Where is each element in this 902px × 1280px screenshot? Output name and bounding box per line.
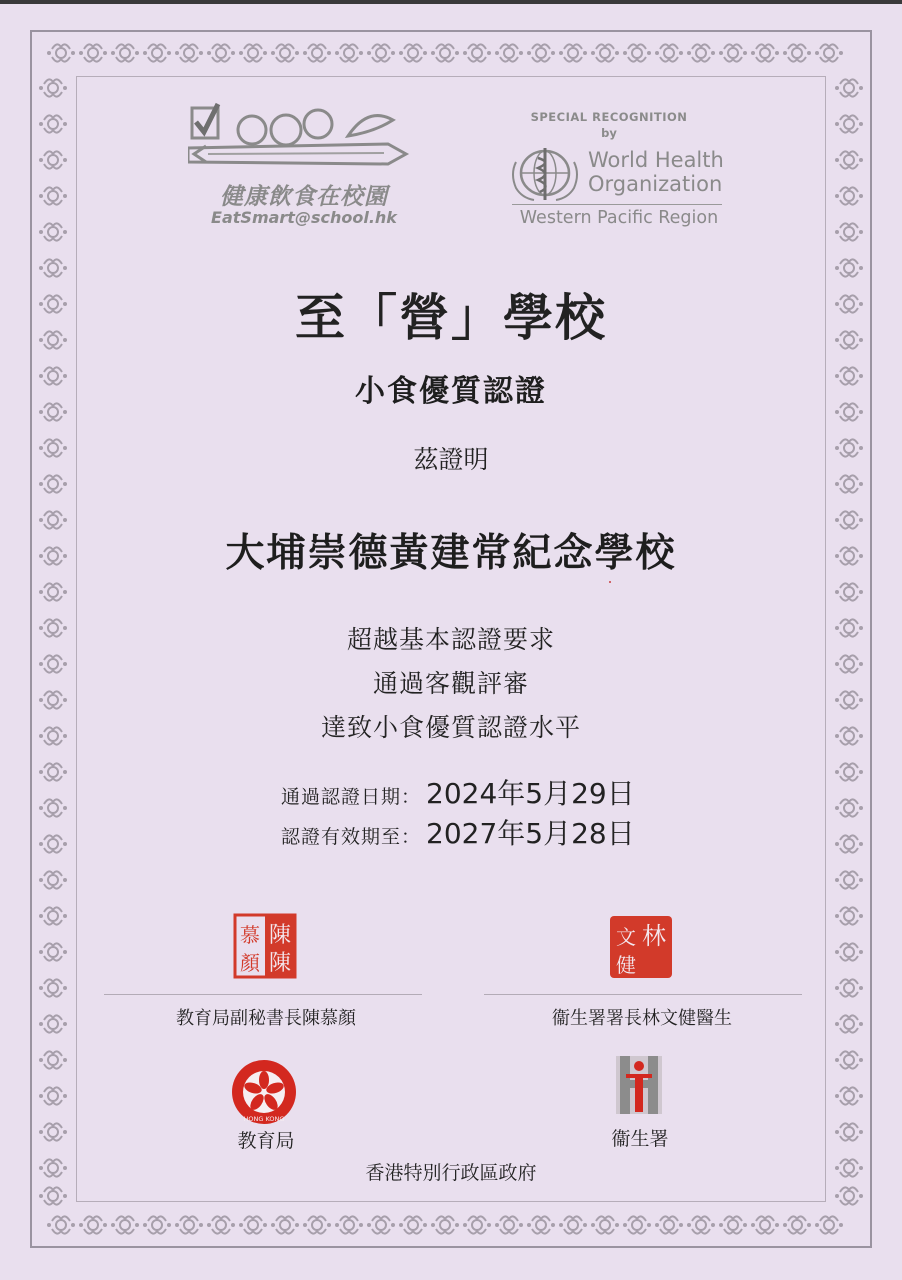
school-name: 大埔崇德黃建常紀念學校 [225, 531, 677, 576]
eatsmart-logo [188, 96, 418, 236]
department-of-health-icon [616, 1056, 662, 1114]
hksar-emblem-icon [230, 1058, 298, 1126]
left-signature-seal [232, 912, 298, 980]
svg-text:文: 文 [616, 925, 636, 949]
left-signatory-title: 教育局副秘書長陳慕顏 [176, 1008, 356, 1029]
eatsmart-url: EatSmart@school.hk [211, 208, 397, 227]
ink-dot [609, 581, 611, 583]
valid-until-row [256, 812, 676, 852]
valid-until-value: 2027年5月28日 [426, 817, 635, 850]
certify-text: 茲證明 [413, 445, 489, 474]
svg-text:陳: 陳 [268, 951, 292, 976]
right-signatory-title: 衞生署署長林文健醫生 [552, 1008, 732, 1029]
svg-text:林: 林 [642, 922, 666, 950]
svg-text:顏: 顏 [240, 951, 260, 975]
svg-text:健: 健 [616, 953, 636, 977]
valid-until-label: 認證有效期至： [280, 826, 421, 848]
who-special-recognition: SPECIAL RECOGNITION [530, 110, 688, 124]
svg-text:陳: 陳 [268, 923, 292, 948]
svg-text:慕: 慕 [240, 923, 260, 947]
pass-date-value: 2024年5月29日 [426, 777, 635, 810]
who-emblem-icon [508, 144, 582, 202]
who-region: Western Pacific Region [519, 208, 719, 228]
fruit-pencil-icon [188, 96, 418, 178]
svg-text:HONG KONG: HONG KONG [243, 1115, 285, 1123]
certificate-title: 至「營」學校 [295, 289, 607, 347]
left-signature-line [104, 994, 422, 995]
who-name-line2: Organization [588, 172, 723, 196]
who-organization-name [588, 148, 748, 196]
statement-line-2: 通過客觀評審 [372, 669, 529, 698]
who-logo [504, 106, 744, 236]
eatsmart-title: 健康飲食在校園 [220, 184, 388, 210]
right-signature-line [484, 994, 802, 995]
who-by: by [601, 126, 617, 140]
government-name: 香港特別行政區政府 [365, 1162, 537, 1184]
statement-line-3: 達致小食優質認證水平 [320, 713, 581, 742]
who-divider [512, 204, 722, 205]
pass-date-row [256, 772, 676, 812]
dh-name: 衞生署 [611, 1128, 669, 1150]
who-name-line1: World Health [588, 148, 724, 172]
edb-name: 教育局 [237, 1130, 295, 1152]
pass-date-label: 通過認證日期： [280, 786, 421, 808]
right-signature-seal [608, 914, 674, 980]
certificate-subtitle: 小食優質認證 [355, 374, 547, 409]
statement-line-1: 超越基本認證要求 [346, 625, 555, 654]
scan-edge [0, 0, 902, 4]
